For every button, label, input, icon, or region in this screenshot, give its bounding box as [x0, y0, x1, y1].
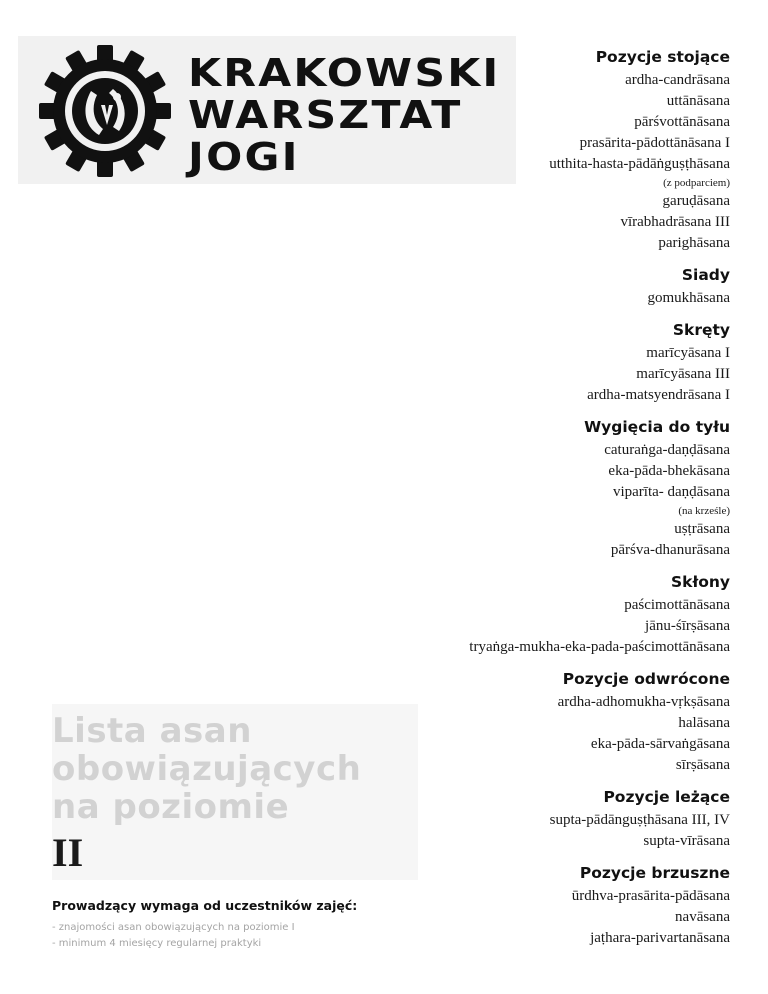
- requirement-item: - znajomości asan obowiązujących na poziomie I: [52, 922, 295, 933]
- section-heading: Pozycje brzuszne: [579, 864, 730, 882]
- asana-section: [310, 264, 730, 309]
- asana-name: ūrdhva-prasārita-pādāsana: [571, 888, 730, 904]
- asana-name: ardha-candrāsana: [625, 72, 730, 88]
- asana-section: [310, 46, 730, 254]
- section-heading: Pozycje stojące: [595, 48, 730, 66]
- requirement-item: - minimum 4 miesięcy regularnej praktyki: [52, 938, 262, 949]
- asana-name: jaṭhara-parivartanāsana: [590, 930, 730, 946]
- section-heading: Wygięcia do tyłu: [584, 418, 730, 436]
- asana-name: gomukhāsana: [647, 290, 730, 306]
- section-heading: Pozycje odwrócone: [562, 670, 730, 688]
- asana-name: viparīta- daṇḍāsana: [612, 484, 730, 500]
- section-heading: Skręty: [672, 321, 730, 339]
- document-title-line-1: Lista asan: [52, 711, 252, 751]
- asana-name: pārśvottānāsana: [634, 114, 730, 130]
- asana-name: caturaṅga-daṇḍāsana: [604, 442, 730, 458]
- gear-logo-icon: [38, 44, 172, 178]
- section-heading: Siady: [681, 266, 730, 284]
- asana-note: (z podparciem): [663, 177, 730, 189]
- asana-name: ardha-matsyendrāsana I: [587, 387, 730, 403]
- asana-name: sīrṣāsana: [675, 757, 730, 773]
- asana-name: uṣṭrāsana: [674, 521, 730, 537]
- asana-name: supta-pādānguṣṭhāsana III, IV: [549, 812, 730, 828]
- asana-section: [310, 571, 730, 658]
- org-name-line-3: JOGI: [188, 135, 300, 179]
- asana-name: marīcyāsana I: [646, 345, 730, 361]
- asana-name: ardha-adhomukha-vṛkṣāsana: [557, 694, 730, 710]
- asana-name: garuḍāsana: [662, 193, 730, 209]
- section-heading: Pozycje leżące: [603, 788, 730, 806]
- asana-name: uttānāsana: [666, 93, 730, 109]
- asana-name: jānu-śīrṣāsana: [645, 618, 730, 634]
- asana-note: (na krześle): [678, 505, 730, 517]
- asana-name: halāsana: [678, 715, 730, 731]
- asana-name: parighāsana: [658, 235, 730, 251]
- asana-name: marīcyāsana III: [636, 366, 730, 382]
- asana-name: paścimottānāsana: [624, 597, 730, 613]
- asana-name: eka-pāda-sārvaṅgāsana: [590, 736, 730, 752]
- org-name-line-1: KRAKOWSKI: [188, 51, 501, 95]
- org-name-line-2: WARSZTAT: [188, 93, 463, 137]
- asana-name: pārśva-dhanurāsana: [610, 542, 730, 558]
- asana-name: tryaṅga-mukha-eka-pada-paścimottānāsana: [469, 639, 730, 655]
- asana-name: eka-pāda-bhekāsana: [608, 463, 730, 479]
- asana-name: prasārita-pādottānāsana I: [579, 135, 730, 151]
- document-title-block: [52, 712, 432, 876]
- asana-name: utthita-hasta-pādāṅguṣṭhāsana: [549, 156, 730, 172]
- asana-name: supta-vīrāsana: [643, 833, 730, 849]
- requirements-heading: Prowadzący wymaga od uczestników zajęć:: [52, 898, 358, 913]
- asana-section: [310, 416, 730, 561]
- level-number: II: [52, 830, 84, 875]
- asana-name: vīrabhadrāsana III: [620, 214, 730, 230]
- document-title-line-3: na poziomie: [52, 787, 290, 827]
- asana-name: navāsana: [675, 909, 730, 925]
- section-heading: Skłony: [670, 573, 730, 591]
- document-title-line-2: obowiązujących: [52, 749, 362, 789]
- asana-section: [310, 319, 730, 406]
